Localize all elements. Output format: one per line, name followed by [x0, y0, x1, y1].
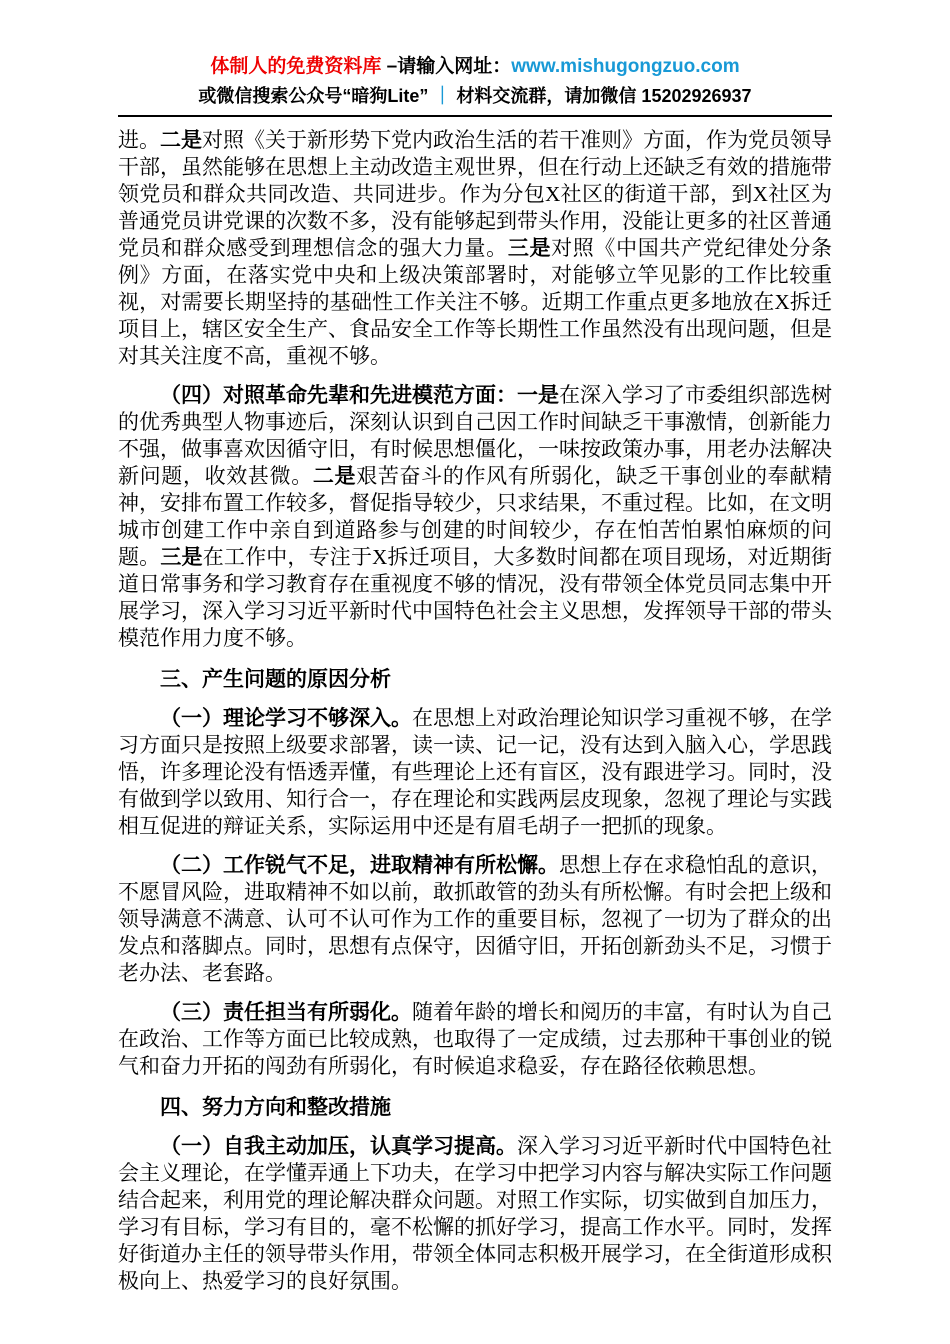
- separator-text: ｜: [428, 86, 457, 106]
- header-line-2: [118, 82, 832, 110]
- text-run: 在思想上对政治理论知识学习重视不够，在学习方面只是按照上级要求部署，读一读、记一记，没有达到入脑入心，学思践悟，许多理论没有悟透弄懂，有些理论上还有盲区，没有跟进学习。同时，没有做到学以致用、知行合一，存在理论和实践两层皮现象，忽视了理论与实践相互促进的辩证关系，实际运用中还是有眉毛胡子一把抓的现象。: [118, 706, 832, 838]
- text-run: 在工作中，专注于X拆迁项目，大多数时间都在项目现场，对近期街道日常事务和学习教育存在重视度不够的情况，没有带领全体党员同志集中开展学习，深入学习习近平新时代中国特色社会主义思想，发挥领导干部的带头模范作用力度不够。: [118, 545, 833, 650]
- emphasis-run: （一）理论学习不够深入。: [160, 706, 412, 730]
- text-run: 进。: [118, 128, 160, 152]
- emphasis-run: 二是: [312, 464, 357, 488]
- wechat-account-text: 或微信搜索公众号“暗狗Lite”: [198, 86, 429, 106]
- paragraph: [118, 382, 832, 652]
- paragraph: [118, 705, 832, 840]
- text-run: 对照《中国共产党纪律处分条例》方面，在落实党中央和上级决策部署时，对能够立竿见影的工作比较重视，对需要长期坚持的基础性工作关注不够。近期工作重点更多地放在X拆迁项目上，辖区安全生产、食品安全工作等长期性工作虽然没有出现问题，但是对其关注度不高，重视不够。: [118, 236, 832, 368]
- paragraph: [118, 1133, 832, 1295]
- emphasis-run: 三、产生问题的原因分析: [160, 667, 391, 691]
- text-run: 随着年龄的增长和阅历的丰富，有时认为自己在政治、工作等方面已比较成熟，也取得了一定成绩，过去那种干事创业的锐气和奋力开拓的闯劲有所弱化，有时候追求稳妥，存在路径依赖思想。: [118, 1000, 832, 1078]
- paragraph: [118, 999, 832, 1080]
- emphasis-run: 三是: [160, 545, 203, 569]
- paragraph: [118, 852, 832, 987]
- section-heading: [118, 666, 832, 693]
- text-run: 对照《关于新形势下党内政治生活的若干准则》方面，作为党员领导干部，虽然能够在思想上主动改造主观世界，但在行动上还缺乏有效的措施带领党员和群众共同改造、共同进步。作为分包X社区的街道干部，到X社区为普通党员讲党课的次数不多，没有能够起到带头作用，没能让更多的社区普通党员和群众感受到理想信念的强大力量。: [118, 128, 832, 260]
- text-run: 思想上存在求稳怕乱的意识，不愿冒风险，进取精神不如以前，敢抓敢管的劲头有所松懈。有时会把上级和领导满意不满意、认可不认可作为工作的重要目标，忽视了一切为了群众的出发点和落脚点。同时，思想有点保守，因循守旧，开拓创新劲头不足，习惯于老办法、老套路。: [118, 853, 832, 985]
- text-run: 深入学习习近平新时代中国特色社会主义理论，在学懂弄通上下功夫，在学习中把学习内容与解决实际工作问题结合起来，利用党的理论解决群众问题。对照工作实际，切实做到自加压力，学习有目标，学习有目的，毫不松懈的抓好学习，提高工作水平。同时，发挥好街道办主任的领导带头作用，带领全体同志积极开展学习，在全街道形成积极向上、热爱学习的良好氛围。: [118, 1134, 832, 1293]
- text-run: 在深入学习了市委组织部选树的优秀典型人物事迹后，深刻认识到自己因工作时间缺乏干事激情，创新能力不强，做事喜欢因循守旧，有时候思想僵化，一味按政策办事，用老办法解决新问题，收效甚微。: [118, 383, 832, 488]
- paragraph: [118, 127, 832, 370]
- emphasis-run: 四、努力方向和整改措施: [160, 1095, 391, 1119]
- document-body: [118, 127, 832, 1295]
- header-text: –请输入网址：: [381, 56, 512, 77]
- header-divider: [118, 115, 832, 117]
- section-heading: [118, 1094, 832, 1121]
- emphasis-run: （四）对照革命先辈和先进模范方面：一是: [160, 383, 559, 407]
- emphasis-run: 三是: [507, 236, 552, 260]
- text-run: 艰苦奋斗的作风有所弱化，缺乏干事创业的奉献精神，安排布置工作较多，督促指导较少，只求结果，不重过程。比如，在文明城市创建工作中亲自到道路参与创建的时间较少，存在怕苦怕累怕麻烦的问题。: [118, 464, 832, 569]
- emphasis-run: （二）工作锐气不足，进取精神有所松懈。: [160, 853, 559, 877]
- emphasis-run: 二是: [160, 128, 202, 152]
- brand-title: 体制人的免费资料库: [210, 56, 382, 77]
- header-line-1: [118, 52, 832, 82]
- website-link[interactable]: www.mishugongzuo.com: [511, 56, 740, 77]
- contact-text: 材料交流群，请加微信 15202926937: [456, 86, 752, 106]
- emphasis-run: （一）自我主动加压，认真学习提高。: [160, 1134, 517, 1158]
- document-header: [118, 52, 832, 117]
- emphasis-run: （三）责任担当有所弱化。: [160, 1000, 412, 1024]
